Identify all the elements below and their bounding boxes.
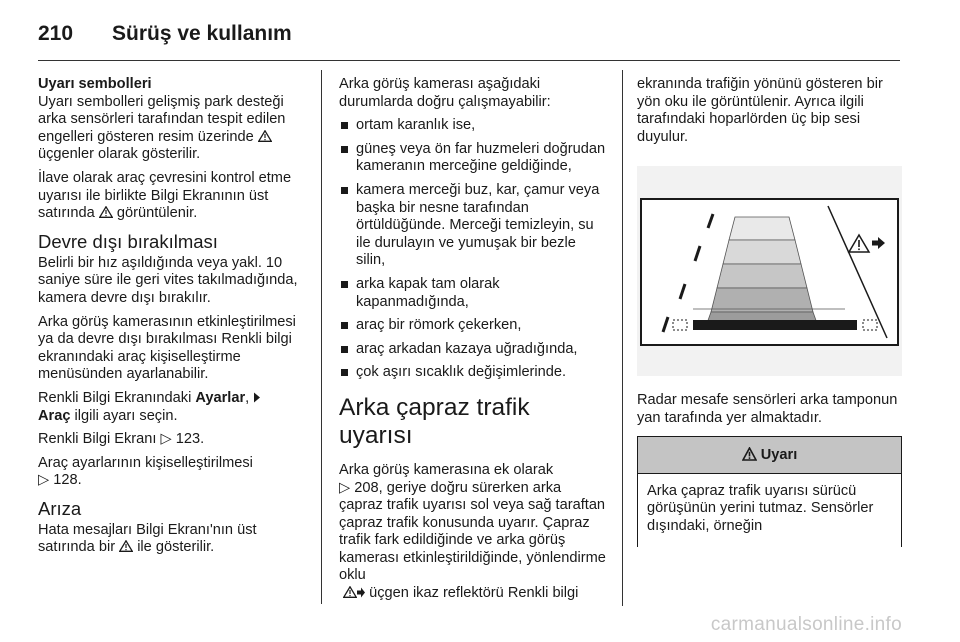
paragraph: Renkli Bilgi Ekranı ▷ 123. — [38, 431, 205, 448]
menu-path-settings: Ayarlar — [195, 389, 246, 406]
warning-box-title: Uyarı — [760, 446, 798, 463]
paragraph: ekranında trafiğin yönünü gösteren bir yön oku ile görüntülenir. Ayrıca ilgili tarafındaki hoparlörden üç bip sesi duyulur. — [637, 76, 883, 145]
warning-box — [637, 436, 902, 547]
paragraph: Hata mesajları Bilgi Ekranı'nın üst satırında bir ile gösterilir. — [38, 521, 257, 556]
list-item: arka kapak tam olarak kapanmadığında, — [339, 276, 609, 311]
paragraph: Arka görüş kamerasının etkinleştirilmesi ya da devre dışı bırakılması Renkli bilgi ekranındaki araç kişiselleştirme menüsünden ayarlanabilir. — [38, 313, 296, 383]
camera-display-svg — [637, 166, 902, 376]
list-item: araç arkadan kazaya uğradığında, — [339, 341, 609, 359]
paragraph: İlave olarak araç çevresini kontrol etme uyarısı ile birlikte Bilgi Ekranının üst satırında görüntülenir. — [38, 169, 292, 222]
warning-box-text: Arka çapraz trafik uyarısı sürücü görüşünün yerini tutmaz. Sensörler dışındaki, örneğin — [647, 482, 874, 534]
list-item: güneş veya ön far huzmeleri doğrudan kameranın merceğine geldiğinde, — [339, 141, 609, 176]
warning-triangle-icon — [119, 540, 133, 552]
column-divider-2 — [622, 70, 623, 606]
paragraph: Renkli Bilgi Ekranındaki Ayarlar, Araç ilgili ayarı seçin. — [38, 390, 306, 425]
menu-arrow-icon — [253, 392, 261, 403]
section-heading-warning-symbols: Uyarı sembolleri — [38, 76, 152, 92]
direction-arrow-icon — [357, 587, 365, 598]
rear-camera-display-illustration — [637, 166, 902, 376]
column-divider-1 — [321, 70, 322, 604]
page-title: Sürüş ve kullanım — [112, 22, 292, 45]
menu-path-vehicle: Araç — [38, 407, 71, 424]
list-item: ortam karanlık ise, — [339, 117, 609, 135]
section-heading-deactivation: Devre dışı bırakılması — [38, 230, 218, 252]
page-ref-icon: ▷ — [160, 431, 172, 448]
section-heading-cross-traffic: Arka çapraz trafik uyarısı — [339, 393, 530, 449]
column-1 — [38, 76, 306, 563]
paragraph: Arka görüş kamerası aşağıdaki durumlarda doğru çalışmayabilir: — [339, 76, 551, 110]
paragraph: Belirli bir hız aşıldığında veya yakl. 10 saniye süre ile geri vites takılmadığında, kamera devre dışı bırakılır. — [38, 254, 298, 306]
list-item: araç bir römork çekerken, — [339, 317, 609, 335]
page-ref-icon: ▷ — [339, 479, 351, 496]
page-number: 210 — [38, 22, 74, 45]
header-rule — [38, 60, 900, 61]
section-heading-fault: Arıza — [38, 497, 82, 519]
column-2 — [339, 76, 609, 609]
warning-triangle-icon — [343, 586, 357, 598]
paragraph: Arka görüş kamerasına ek olarak ▷ 208, geriye doğru sürerken arka çapraz trafik uyarısı sol veya sağ taraftan çapraz trafik konusunda uyarır. Çapraz trafik fark edildiğinde ve arka görüş kamerası etkinleştirildiğinde, yönlendirme oklu üçgen ikaz reflektörü Renkli bilgi — [339, 461, 606, 602]
warning-box-header — [638, 437, 901, 474]
warning-triangle-icon — [742, 447, 757, 461]
warning-triangle-icon — [258, 130, 272, 142]
paragraph: Uyarı sembolleri gelişmiş park desteği arka sensörleri tarafından tespit edilen engelleri gösteren resim üzerinde üçgenler olarak gösterilir. — [38, 93, 286, 163]
conditions-list — [339, 117, 609, 382]
warning-triangle-icon — [99, 206, 113, 218]
page-ref-icon: ▷ — [38, 472, 50, 489]
list-item: çok aşırı sıcaklık değişimlerinde. — [339, 364, 609, 382]
watermark: carmanualsonline.info — [710, 614, 902, 635]
paragraph: Araç ayarlarının kişiselleştirilmesi ▷ 128. — [38, 454, 253, 489]
paragraph: Radar mesafe sensörleri arka tamponun yan tarafında yer almaktadır. — [637, 392, 898, 426]
list-item: kamera merceği buz, kar, çamur veya başka bir nesne tarafından örtüldüğünde. Merceği temizleyin, su ile durulayın ve yumuşak bir bezle silin, — [339, 182, 609, 270]
column-3 — [637, 76, 902, 547]
